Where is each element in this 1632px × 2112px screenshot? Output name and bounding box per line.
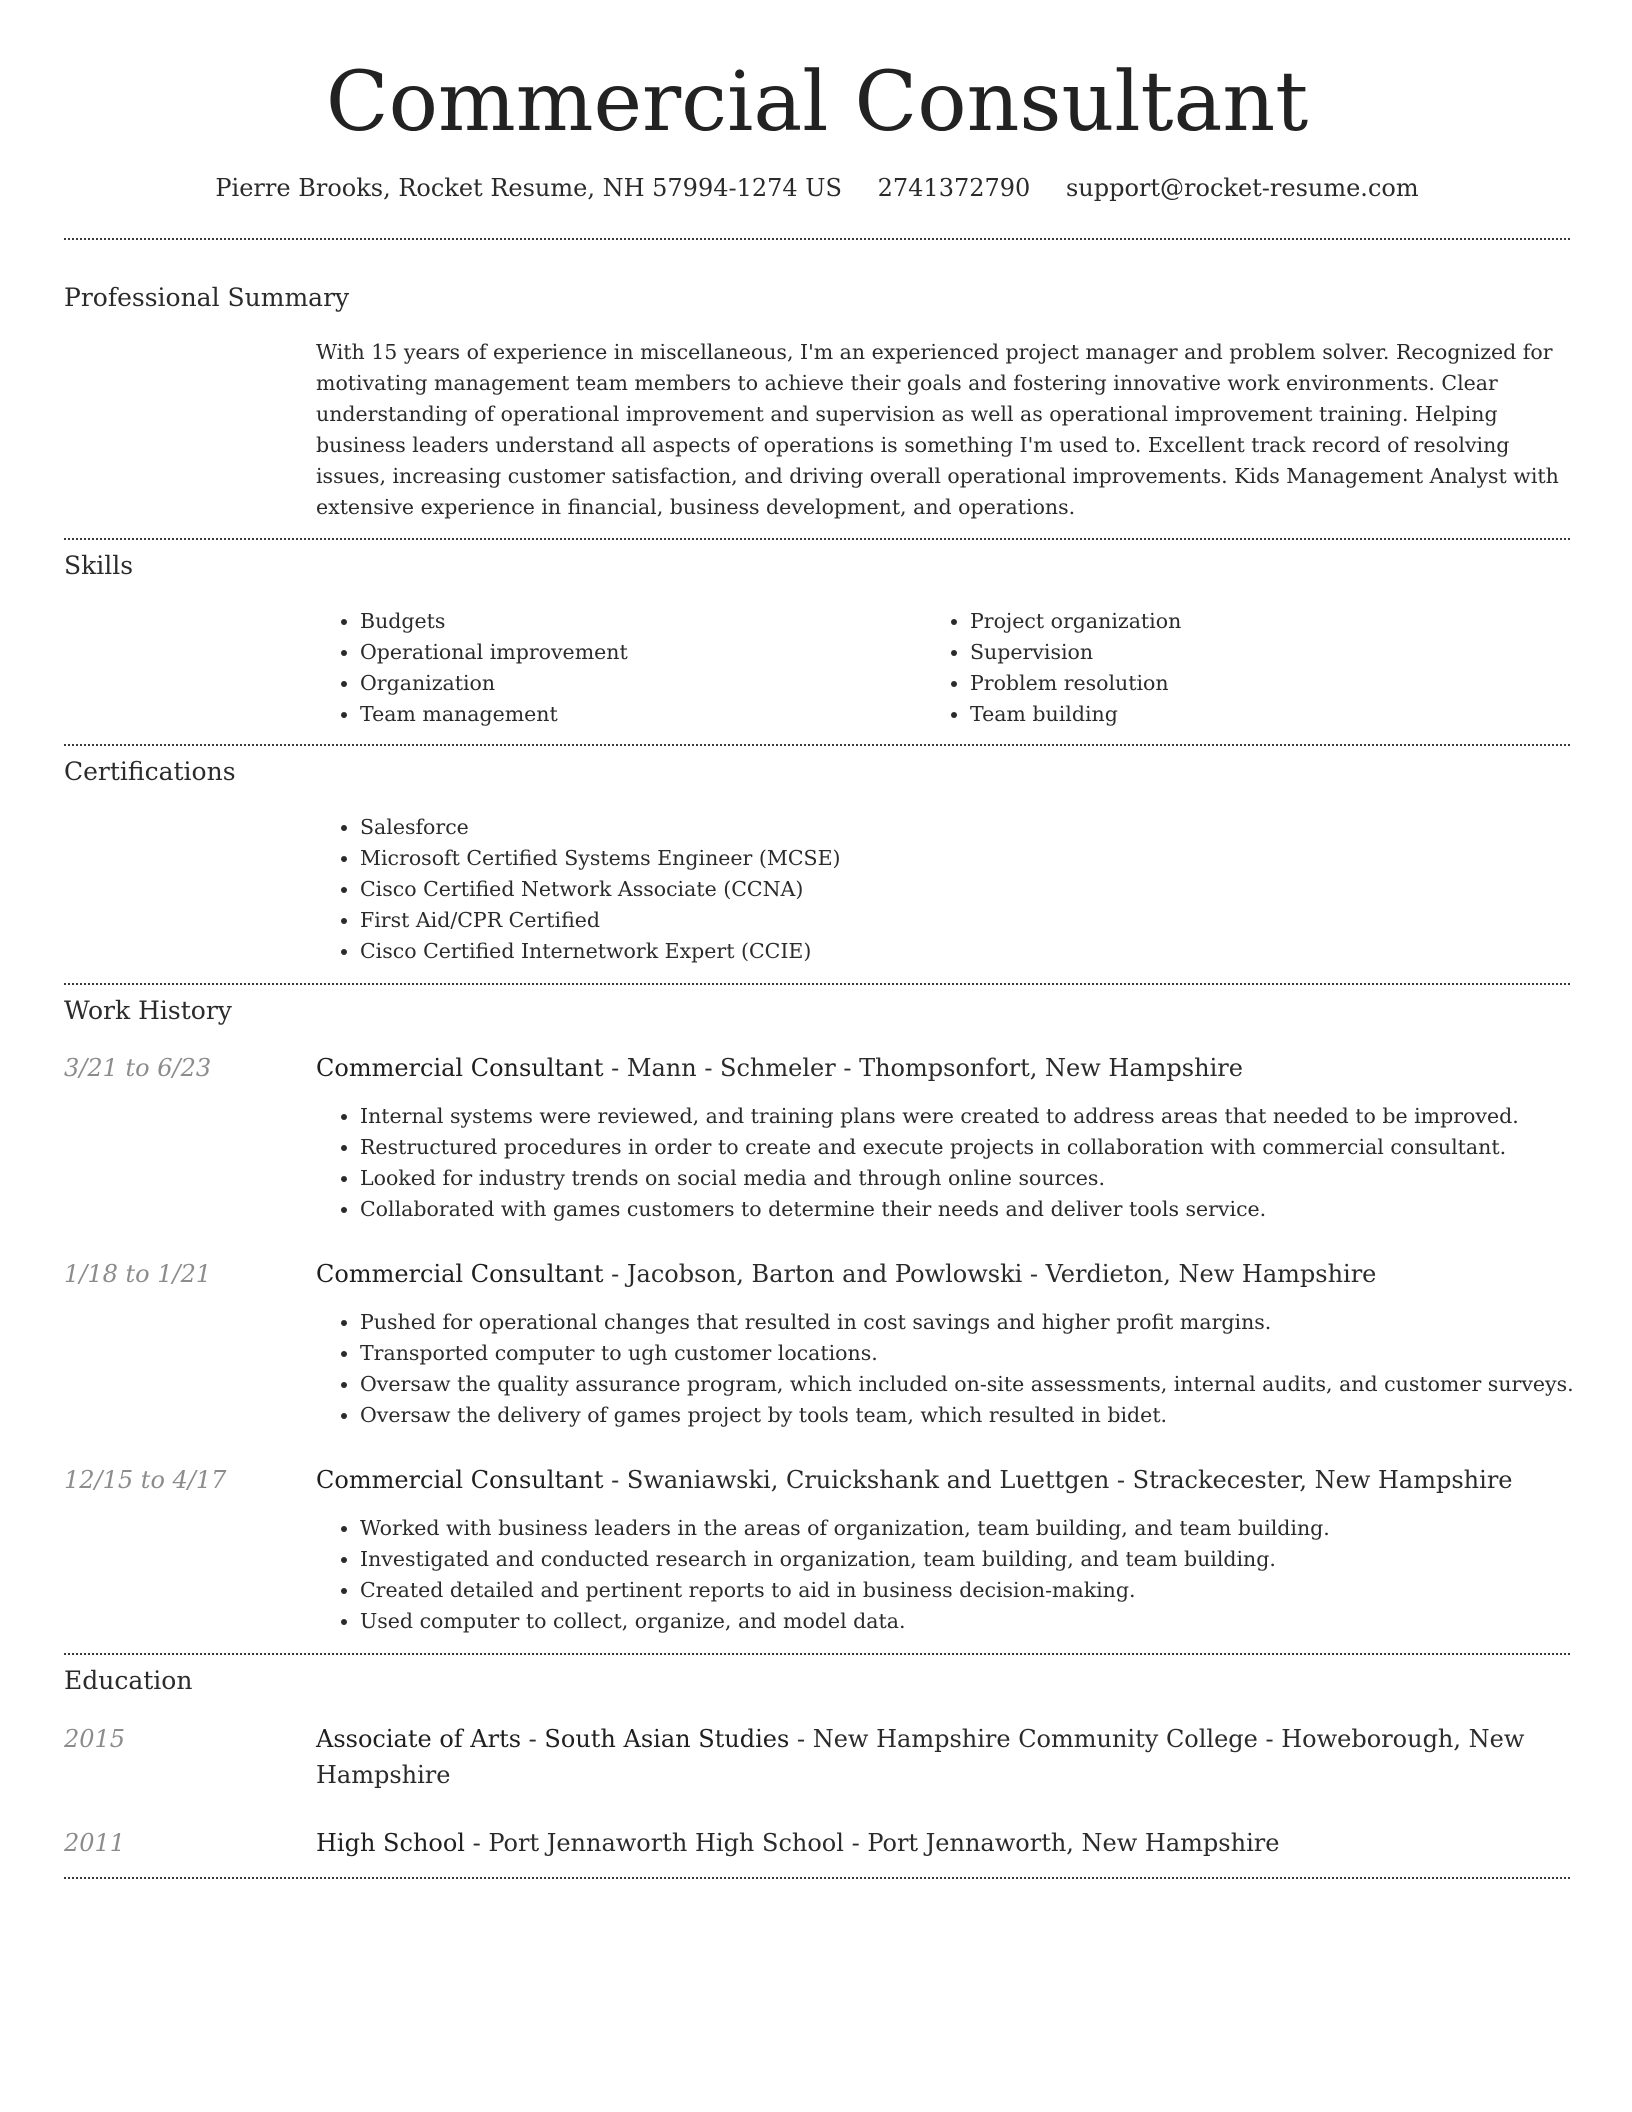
candidate-name: Commercial Consultant xyxy=(325,55,1309,150)
education-year: 2015 xyxy=(64,1725,126,1753)
job-heading: Commercial Consultant - Mann - Schmeler - Thompsonfort, New Hampshire xyxy=(316,1054,1243,1082)
skill-item: • Operational improvement xyxy=(360,637,628,668)
skill-item: • Project organization xyxy=(970,606,1181,637)
education-location: Port Jennaworth, New Hampshire xyxy=(867,1829,1280,1857)
job-bullets xyxy=(316,1307,1574,1431)
job-heading: Commercial Consultant - Swaniawski, Cruickshank and Luettgen - Strackecester, New Hampshire xyxy=(316,1466,1513,1494)
job-dates: 3/21 to 6/23 xyxy=(64,1054,212,1082)
contact-line xyxy=(64,170,1570,206)
job-bullets xyxy=(316,1101,1519,1225)
skills-list-right xyxy=(926,606,1181,730)
job-bullets xyxy=(316,1513,1330,1637)
job-bullet: • Restructured procedures in order to create and execute projects in collaboration with commercial consultant. xyxy=(360,1132,1519,1163)
job-company: Swaniawski, Cruickshank and Luettgen xyxy=(626,1466,1110,1494)
job-location: Verdieton, New Hampshire xyxy=(1045,1260,1377,1288)
certification-item: • First Aid/CPR Certified xyxy=(360,905,841,936)
contact-phone: 2741372790 xyxy=(877,174,1031,202)
job-title: Commercial Consultant xyxy=(316,1260,604,1288)
divider xyxy=(64,1653,1570,1655)
certification-item: • Microsoft Certified Systems Engineer (MCSE) xyxy=(360,843,841,874)
job-bullet: • Transported computer to ugh customer locations. xyxy=(360,1338,1574,1369)
job-bullet: • Pushed for operational changes that resulted in cost savings and higher profit margins. xyxy=(360,1307,1574,1338)
job-bullet: • Created detailed and pertinent reports to aid in business decision-making. xyxy=(360,1575,1330,1606)
contact-address: Pierre Brooks, Rocket Resume, NH 57994-1274 US xyxy=(215,174,842,202)
certification-item: • Cisco Certified Internetwork Expert (CCIE) xyxy=(360,936,841,967)
section-title-education: Education xyxy=(64,1666,193,1695)
job-company: Mann - Schmeler xyxy=(626,1054,836,1082)
divider xyxy=(64,983,1570,985)
section-title-certifications: Certifications xyxy=(64,757,236,786)
divider xyxy=(64,744,1570,746)
job-bullet: • Worked with business leaders in the areas of organization, team building, and team building. xyxy=(360,1513,1330,1544)
certification-item: • Salesforce xyxy=(360,812,841,843)
job-dates: 1/18 to 1/21 xyxy=(64,1260,212,1288)
education-school: New Hampshire Community College xyxy=(812,1725,1258,1753)
skills-list-left xyxy=(316,606,628,730)
job-bullet: • Investigated and conducted research in organization, team building, and team building. xyxy=(360,1544,1330,1575)
education-year: 2011 xyxy=(64,1829,126,1857)
divider xyxy=(64,1877,1570,1879)
education-heading: Associate of Arts - South Asian Studies - New Hampshire Community College - Howeborough, New Hampshire xyxy=(316,1725,1525,1789)
education-school: Port Jennaworth High School xyxy=(488,1829,844,1857)
education-location: Howeborough, New Hampshire xyxy=(316,1725,1525,1789)
education-field: South Asian Studies xyxy=(544,1725,790,1753)
education-degree: Associate of Arts xyxy=(316,1725,522,1753)
job-company: Jacobson, Barton and Powlowski xyxy=(626,1260,1023,1288)
skill-item: • Problem resolution xyxy=(970,668,1181,699)
divider xyxy=(64,538,1570,540)
job-location: Strackecester, New Hampshire xyxy=(1132,1466,1513,1494)
job-bullet: • Looked for industry trends on social media and through online sources. xyxy=(360,1163,1519,1194)
section-title-summary: Professional Summary xyxy=(64,283,350,312)
job-location: Thompsonfort, New Hampshire xyxy=(859,1054,1243,1082)
job-bullet: • Collaborated with games customers to determine their needs and deliver tools service. xyxy=(360,1194,1519,1225)
skill-item: • Organization xyxy=(360,668,628,699)
education-degree: High School xyxy=(316,1829,465,1857)
divider xyxy=(64,238,1570,240)
job-title: Commercial Consultant xyxy=(316,1054,604,1082)
skill-item: • Supervision xyxy=(970,637,1181,668)
job-bullet: • Oversaw the delivery of games project by tools team, which resulted in bidet. xyxy=(360,1400,1574,1431)
job-heading: Commercial Consultant - Jacobson, Barton and Powlowski - Verdieton, New Hampshire xyxy=(316,1260,1377,1288)
job-bullet: • Oversaw the quality assurance program, which included on-site assessments, internal audits, and customer surveys. xyxy=(360,1369,1574,1400)
job-dates: 12/15 to 4/17 xyxy=(64,1466,227,1494)
education-heading: High School - Port Jennaworth High School - Port Jennaworth, New Hampshire xyxy=(316,1829,1280,1857)
skill-item: • Team management xyxy=(360,699,628,730)
contact-email: support@rocket-resume.com xyxy=(1065,174,1419,202)
skill-item: • Team building xyxy=(970,699,1181,730)
job-title: Commercial Consultant xyxy=(316,1466,604,1494)
certifications-list xyxy=(316,812,841,967)
section-title-skills: Skills xyxy=(64,551,134,580)
section-title-work-history: Work History xyxy=(64,996,232,1025)
summary-text: With 15 years of experience in miscellaneous, I'm an experienced project manager and problem solver. Recognized for motivating management team members to achieve their goals and fostering innovative work environments. Clear understanding of operational improvement and supervision as well as operational improvement training. Helping business leaders understand all aspects of operations is something I'm used to. Excellent track record of resolving issues, increasing customer satisfaction, and driving overall operational improvements. Kids Management Analyst with extensive experience in financial, business development, and operations. xyxy=(316,340,1559,519)
job-bullet: • Internal systems were reviewed, and training plans were created to address areas that needed to be improved. xyxy=(360,1101,1519,1132)
certification-item: • Cisco Certified Network Associate (CCNA) xyxy=(360,874,841,905)
job-bullet: • Used computer to collect, organize, and model data. xyxy=(360,1606,1330,1637)
skill-item: • Budgets xyxy=(360,606,628,637)
